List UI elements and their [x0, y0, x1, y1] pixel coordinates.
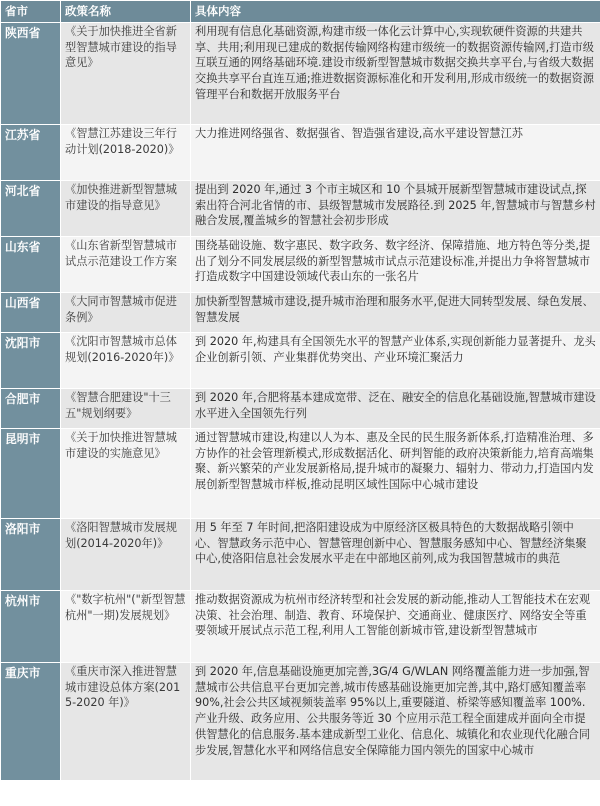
content-cell: 推动数据资源成为杭州市经济转型和社会发展的新动能,推动人工智能技术在宏观决策、社会治理、制造、教育、环境保护、交通商业、健康医疗、网络安全等重要领域开展试点示范工程,利用人工智能创新城市管,建设新型智慧城市 — [191, 591, 600, 663]
province-cell: 山西省 — [1, 293, 61, 333]
province-cell: 沈阳市 — [1, 333, 61, 389]
province-cell: 重庆市 — [1, 663, 61, 781]
content-cell: 加快新型智慧城市建设,提升城市治理和服务水平,促进大同转型发展、绿色发展、智慧发展 — [191, 293, 600, 333]
header-content: 具体内容 — [191, 1, 600, 23]
policy-name-cell: 《山东省新型智慧城市试点示范建设工作方案 — [61, 237, 191, 293]
content-cell: 利用现有信息化基础资源,构建市级一体化云计算中心,实现软硬件资源的共建共享、共用;利用现已建成的数据传输网络构建市级统一的数据资源传输网,打造市级互联互通的网络基础环境.建设市级新型智慧城市数据交换共享平台,与省级大数据交换共享平台直连互通;推进数据资源标准化和开发利用,形成市级统一的数据资源管理平台和数据开放服务平台 — [191, 23, 600, 125]
table-row — [1, 389, 600, 429]
province-cell: 陕西省 — [1, 23, 61, 125]
content-cell: 到 2020 年,合肥将基本建成宽带、泛在、融安全的信息化基础设施,智慧城市建设水平进入全国领先行列 — [191, 389, 600, 429]
content-cell: 到 2020 年,构建具有全国领先水平的智慧产业体系,实现创新能力显著提升、龙头企业创新引领、产业集群优势突出、产业环境汇聚活力 — [191, 333, 600, 389]
table-row — [1, 293, 600, 333]
policy-name-cell: 《洛阳智慧城市发展规划(2014-2020年)》 — [61, 519, 191, 591]
table-row — [1, 663, 600, 781]
policy-name-cell: 《"数字杭州"("新型智慧杭州"一期)发展规划》 — [61, 591, 191, 663]
content-cell: 用 5 年至 7 年时间,把洛阳建设成为中原经济区极具特色的大数据战略引领中心、智慧政务示范中心、智慧管理创新中心、智慧服务感知中心、智慧经济集聚中心,使洛阳信息社会发展水平走在中部地区前列,成为我国智慧城市的典范 — [191, 519, 600, 591]
province-cell: 洛阳市 — [1, 519, 61, 591]
province-cell: 河北省 — [1, 181, 61, 237]
table-row — [1, 23, 600, 125]
header-policy-name: 政策名称 — [61, 1, 191, 23]
table-header — [1, 1, 600, 23]
province-cell: 山东省 — [1, 237, 61, 293]
table-row — [1, 181, 600, 237]
policy-name-cell: 《加快推进新型智慧城市建设的指导意见》 — [61, 181, 191, 237]
content-cell: 提出到 2020 年,通过 3 个市主城区和 10 个县城开展新型智慧城市建设试点,探索出符合河北省情的市、县级智慧城市发展路径.到 2025 年,智慧城市与智慧乡村融合发展,覆盖城乡的智慧社会初步形成 — [191, 181, 600, 237]
table-row — [1, 237, 600, 293]
province-cell: 合肥市 — [1, 389, 61, 429]
province-cell: 江苏省 — [1, 125, 61, 181]
table-row — [1, 333, 600, 389]
content-cell: 通过智慧城市建设,构建以人为本、惠及全民的民生服务新体系,打造精准治理、多方协作的社会管理新模式,形成数据活化、研判智能的政府决策新能力,培育高端集聚、新兴繁荣的产业发展新格局,提升城市的凝聚力、辐射力、带动力,打造国内发展创新型智慧城市样板,推动昆明区域性国际中心城市建设 — [191, 429, 600, 519]
header-province: 省市 — [1, 1, 61, 23]
policy-name-cell: 《沈阳市智慧城市总体规划(2016-2020年)》 — [61, 333, 191, 389]
province-cell: 昆明市 — [1, 429, 61, 519]
table-row — [1, 429, 600, 519]
policy-name-cell: 《重庆市深入推进智慧城市建设总体方案(2015-2020 年)》 — [61, 663, 191, 781]
policy-name-cell: 《智慧江苏建设三年行动计划(2018-2020)》 — [61, 125, 191, 181]
content-cell: 到 2020 年,信息基础设施更加完善,3G/4 G/WLAN 网络覆盖能力进一步加强,智慧城市公共信息平台更加完善,城市传感基础设施更加完善,其中,路灯感知覆盖率 90%,社会公共区域视频装盖率 95%以上,重要隧道、桥梁等感知覆盖率 100%.产业升级、政务应用、公共服务等近 30 个应用示范工程全面建成并面向全市提供智慧化的信息服务.基本建成新型工业化、信息化、城镇化和农业现代化融合同步发展,智慧化水平和网络信息安全保障能力国内领先的国家中心城市 — [191, 663, 600, 781]
table-row — [1, 519, 600, 591]
content-cell: 大力推进网络强省、数据强省、智造强省建设,高水平建设智慧江苏 — [191, 125, 600, 181]
policy-name-cell: 《智慧合肥建设"十三五"规划纲要》 — [61, 389, 191, 429]
province-cell: 杭州市 — [1, 591, 61, 663]
policy-name-cell: 《关于加快推进全省新型智慧城市建设的指导意见》 — [61, 23, 191, 125]
policy-name-cell: 《大同市智慧城市促进条例》 — [61, 293, 191, 333]
content-cell: 围绕基础设施、数字惠民、数字政务、数字经济、保障措施、地方特色等分类,提出了划分不同发展层级的新型智慧城市试点示范建设标准,并提出力争将智慧城市打造成数字中国建设领域代表山东的一张名片 — [191, 237, 600, 293]
table-row — [1, 591, 600, 663]
table-row — [1, 125, 600, 181]
policy-name-cell: 《关于加快推进智慧城市建设的实施意见》 — [61, 429, 191, 519]
